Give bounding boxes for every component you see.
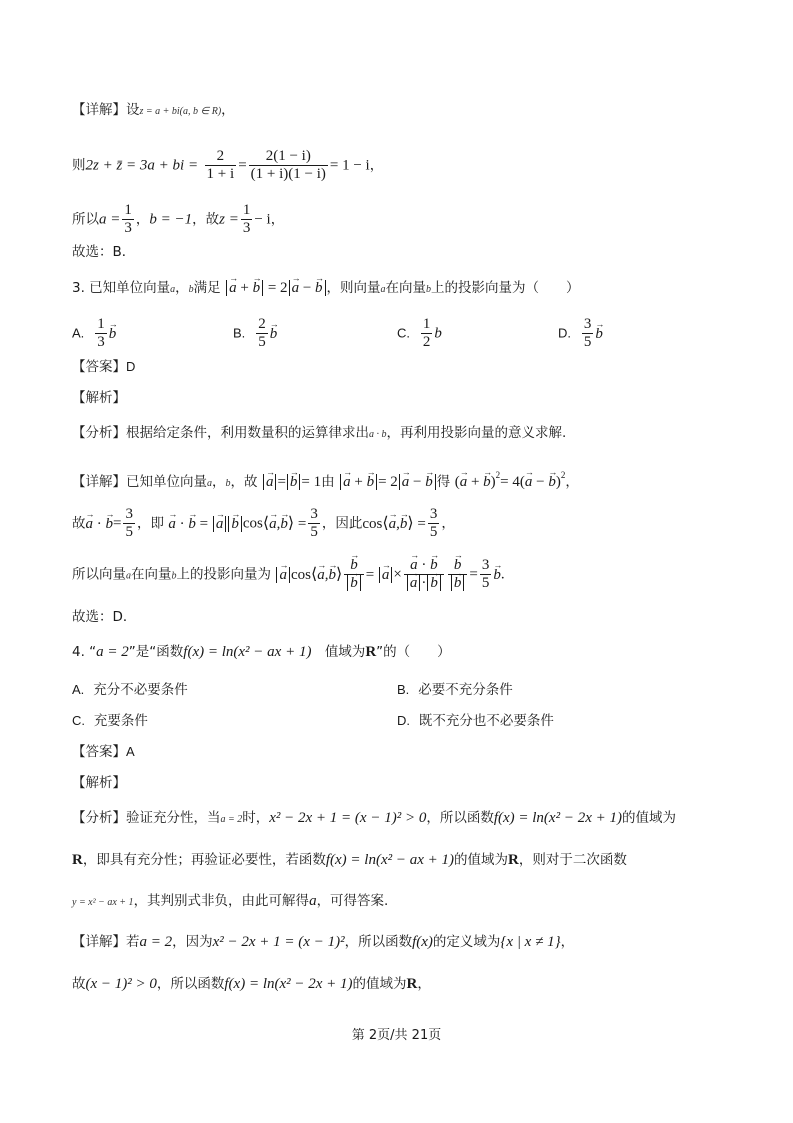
numerator: 2(1 − i) bbox=[249, 148, 328, 166]
text: ”的（ ） bbox=[376, 644, 451, 660]
option-label: C. bbox=[72, 713, 85, 728]
text: ， bbox=[221, 102, 235, 118]
text: ，即具有充分性；再验证必要性，若函数 bbox=[82, 852, 326, 868]
fraction bbox=[122, 202, 134, 237]
text: 验证充分性，当 bbox=[126, 810, 221, 826]
option-label: D. bbox=[397, 713, 410, 728]
math-var: b bbox=[188, 284, 194, 295]
text: 3. 已知单位向量 bbox=[72, 280, 171, 296]
detail-tag: 【详解】 bbox=[72, 102, 126, 118]
text: ，可得答案. bbox=[316, 893, 389, 909]
vec-b: → b bbox=[109, 324, 117, 344]
q4-detail-line2 bbox=[72, 974, 431, 994]
math-func: f(x) = ln(x² − ax + 1) bbox=[325, 852, 454, 868]
text: ，所以函数 bbox=[344, 934, 413, 950]
text: ，其判别式非负，由此可解得 bbox=[133, 893, 310, 909]
page-footer: 第 2页/共 21页 bbox=[351, 1028, 442, 1043]
math-expr: a = bbox=[99, 211, 121, 228]
math-cos: cos bbox=[242, 515, 263, 532]
text: 所以向量 bbox=[72, 566, 126, 583]
text: 所以 bbox=[72, 211, 99, 228]
math-R: R bbox=[365, 644, 377, 660]
q4-option-b[interactable] bbox=[397, 680, 513, 700]
math-period: . bbox=[500, 566, 505, 583]
var-b: b bbox=[434, 325, 442, 342]
text: 得 bbox=[436, 474, 451, 490]
denominator: 1 + i bbox=[206, 166, 235, 182]
q3-option-d[interactable] bbox=[558, 316, 603, 351]
denominator: 3 bbox=[242, 220, 251, 236]
sec2-detail-line1 bbox=[72, 100, 235, 122]
math-expr: = 1 − i bbox=[329, 157, 370, 174]
text: ， bbox=[565, 474, 579, 490]
numerator: 1 bbox=[242, 202, 251, 218]
vec-a: → a bbox=[229, 278, 237, 298]
math-var: a bbox=[309, 893, 317, 909]
math-expr: 2z + z̄ = 3a + bi = bbox=[85, 157, 199, 174]
denominator: 5 bbox=[125, 524, 133, 540]
math-var: a bbox=[126, 570, 131, 582]
text: ， bbox=[369, 157, 384, 174]
text: ，故 bbox=[192, 211, 220, 228]
text: 设 bbox=[126, 102, 140, 118]
math-expr: a · b bbox=[369, 429, 387, 440]
numerator: 1 bbox=[97, 316, 105, 332]
vec-b: → b bbox=[595, 324, 603, 344]
text: ， bbox=[175, 280, 189, 296]
q3-fenxi bbox=[72, 423, 566, 445]
text: 故 bbox=[72, 976, 86, 992]
denominator: 5 bbox=[583, 334, 592, 350]
option-label: D. bbox=[558, 325, 571, 341]
text: ，所以函数 bbox=[156, 976, 225, 992]
text: ，所以函数 bbox=[426, 810, 494, 826]
denominator: 3 bbox=[97, 334, 105, 350]
sec2-detail-line3 bbox=[72, 202, 284, 237]
fraction bbox=[205, 148, 237, 183]
q4-fenxi-line3 bbox=[72, 891, 388, 913]
vec-b: → b bbox=[315, 278, 323, 298]
q3-option-c[interactable] bbox=[397, 316, 442, 351]
q4-answer bbox=[72, 742, 135, 762]
math-func: f(x) = ln(x² − 2x + 1) bbox=[493, 810, 622, 826]
numerator: 2 bbox=[258, 316, 266, 332]
detail-tag: 【详解】 bbox=[72, 934, 126, 950]
text: 故 bbox=[72, 515, 86, 532]
denominator: 3 bbox=[124, 220, 132, 236]
text: 若 bbox=[126, 934, 140, 950]
math-R: R bbox=[508, 852, 519, 868]
fraction bbox=[582, 316, 594, 351]
math-expr: = 4 bbox=[500, 474, 520, 490]
detail-tag: 【详解】 bbox=[72, 474, 126, 490]
option-text: 充分不必要条件 bbox=[93, 682, 188, 698]
math-expr: z = bbox=[219, 211, 239, 228]
text: 4. “ bbox=[72, 644, 97, 660]
numerator: 1 bbox=[124, 202, 132, 218]
text: 的定义域为 bbox=[432, 934, 501, 950]
math-var: b bbox=[426, 284, 432, 295]
q3-analysis-tag: 【解析】 bbox=[72, 390, 126, 406]
text: ，即 bbox=[136, 515, 164, 532]
option-text: 必要不充分条件 bbox=[418, 682, 513, 698]
vec-b: → b bbox=[270, 324, 278, 344]
option-label: C. bbox=[397, 325, 410, 341]
q4-fenxi-line2 bbox=[72, 850, 627, 870]
math-expr: = 2 bbox=[378, 474, 398, 490]
answer-tag: 【答案】 bbox=[72, 359, 126, 375]
numerator: 2 bbox=[205, 148, 237, 166]
math-expr: x² − 2x + 1 = (x − 1)² bbox=[212, 934, 345, 950]
math-expr: b = −1 bbox=[149, 211, 193, 228]
text: 满足 bbox=[193, 280, 221, 296]
q4-analysis-tag: 【解析】 bbox=[72, 775, 126, 791]
text: 在向量 bbox=[385, 280, 427, 296]
q4-fenxi-line1 bbox=[72, 808, 676, 830]
math-var: a bbox=[380, 284, 386, 295]
option-label: B. bbox=[233, 325, 246, 341]
option-label: A. bbox=[72, 682, 85, 697]
text: ， bbox=[135, 211, 150, 228]
text: 根据给定条件，利用数量积的运算律求出 bbox=[126, 425, 369, 441]
math-var: b bbox=[171, 570, 177, 582]
q3-stem bbox=[72, 278, 580, 300]
text: ， bbox=[417, 976, 431, 992]
fraction bbox=[249, 148, 328, 183]
text: ，故 bbox=[230, 474, 258, 490]
q3-detail-line1: 【详解】已知单位向量a，b，故 → a =→ b = 1由 → a + → b = 2→ a − → b 得 (→ a + → b)$^2$= 4(→ a − → b)$^2$， bbox=[72, 465, 579, 494]
option-text: 既不充分也不必要条件 bbox=[418, 713, 554, 729]
text: 的值域为 bbox=[352, 976, 407, 992]
q4-detail-line1 bbox=[72, 932, 574, 952]
text: ， bbox=[270, 211, 285, 228]
text: ，再利用投影向量的意义求解. bbox=[386, 425, 567, 441]
option-text: 充要条件 bbox=[93, 713, 148, 729]
q4-option-d[interactable] bbox=[397, 711, 554, 731]
text: ， bbox=[560, 934, 575, 950]
q3-answer-line: 故选：D． bbox=[72, 609, 137, 625]
option-label: B. bbox=[397, 682, 410, 697]
math-expr: x² − 2x + 1 = (x − 1)² > 0 bbox=[269, 810, 427, 826]
text: 已知单位向量 bbox=[126, 474, 207, 490]
math-R: R bbox=[406, 976, 418, 992]
text: ， bbox=[441, 515, 455, 532]
math-expr: a = 2 bbox=[220, 814, 243, 825]
q4-option-c[interactable] bbox=[72, 711, 148, 731]
numerator: 3 bbox=[125, 506, 133, 522]
vec-b: → b bbox=[253, 278, 261, 298]
q4-stem bbox=[72, 642, 451, 662]
text: 时， bbox=[242, 810, 270, 826]
math-set: {x | x ≠ 1} bbox=[500, 934, 561, 950]
sec2-answer-line: 故选：B． bbox=[72, 244, 136, 260]
option-label: A. bbox=[72, 325, 85, 341]
vec-a: → a bbox=[292, 278, 300, 298]
denominator: 5 bbox=[258, 334, 266, 350]
text: ，则对于二次函数 bbox=[518, 852, 627, 868]
denominator: 2 bbox=[422, 334, 431, 350]
numerator: 3 bbox=[583, 316, 592, 332]
text: 上的投影向量为（ ） bbox=[431, 280, 580, 296]
math-expr: = 1 bbox=[301, 474, 322, 490]
q3-detail-line3: 所以向量a在向量b上的投影向量为 → a cos⟨→ a,→ b⟩ → b → b = → a × → a · → b → a ·→ b → b → b = $\frac{3}{5}$ → b. bbox=[72, 557, 505, 592]
q3-option-b[interactable] bbox=[233, 316, 277, 351]
text: 由 bbox=[321, 474, 335, 490]
math-times: × bbox=[393, 566, 402, 583]
text: 上的投影向量为 bbox=[176, 566, 271, 583]
numerator: 1 bbox=[422, 316, 431, 332]
math-expr: − i bbox=[254, 211, 271, 228]
q3-answer bbox=[72, 357, 135, 377]
fraction bbox=[421, 316, 433, 351]
q4-option-a[interactable] bbox=[72, 680, 188, 700]
math-var: a bbox=[170, 284, 176, 295]
math-condition: → a + → b = 2→ a − → b bbox=[225, 280, 326, 296]
text: 值域为 bbox=[324, 644, 366, 660]
fraction bbox=[256, 316, 268, 351]
math-func: f(x) bbox=[412, 934, 433, 950]
math-eq: = bbox=[238, 157, 247, 174]
answer-value: A bbox=[126, 744, 135, 759]
fraction bbox=[241, 202, 253, 237]
fraction bbox=[95, 316, 107, 351]
answer-tag: 【答案】 bbox=[72, 744, 126, 760]
q3-option-a[interactable] bbox=[72, 316, 116, 351]
sec2-detail-line2 bbox=[72, 148, 383, 183]
text: ”是“函数 bbox=[128, 644, 184, 660]
math-func: f(x) = ln(x² − 2x + 1) bbox=[224, 976, 353, 992]
text: ，因此 bbox=[321, 515, 363, 532]
fraction bbox=[123, 506, 135, 541]
text: 的值域为 bbox=[454, 852, 508, 868]
text: ，因为 bbox=[172, 934, 213, 950]
q3-detail-line2: 故→ a · → b= $\frac{3}{5}$ ，即 → a · → b = → a→ b cos⟨→ a,→ b⟩ = $\frac{3}{5}$ ，因此cos⟨→ a,→ b⟩ = $\frac{3}{5}$ ， bbox=[72, 506, 455, 541]
text: 的值域为 bbox=[621, 810, 676, 826]
text: ，则向量 bbox=[326, 280, 381, 296]
math-eq: = bbox=[113, 515, 122, 532]
answer-value: D bbox=[126, 359, 136, 374]
math-set-z: z = a + bi(a, b ∈ R) bbox=[139, 106, 222, 117]
text: 则 bbox=[72, 157, 86, 174]
text: ， bbox=[212, 474, 226, 490]
math-expr: a = 2 bbox=[96, 644, 129, 660]
fenxi-tag: 【分析】 bbox=[72, 425, 126, 441]
math-R: R bbox=[72, 852, 83, 868]
fenxi-tag: 【分析】 bbox=[72, 810, 126, 826]
math-expr: (x − 1)² > 0 bbox=[85, 976, 157, 992]
math-func: f(x) = ln(x² − ax + 1) bbox=[183, 644, 312, 660]
denominator: (1 + i)(1 − i) bbox=[250, 166, 326, 182]
text: 在向量 bbox=[131, 566, 172, 583]
math-expr: y = x² − ax + 1 bbox=[72, 897, 134, 908]
math-expr: a = 2 bbox=[139, 934, 173, 950]
